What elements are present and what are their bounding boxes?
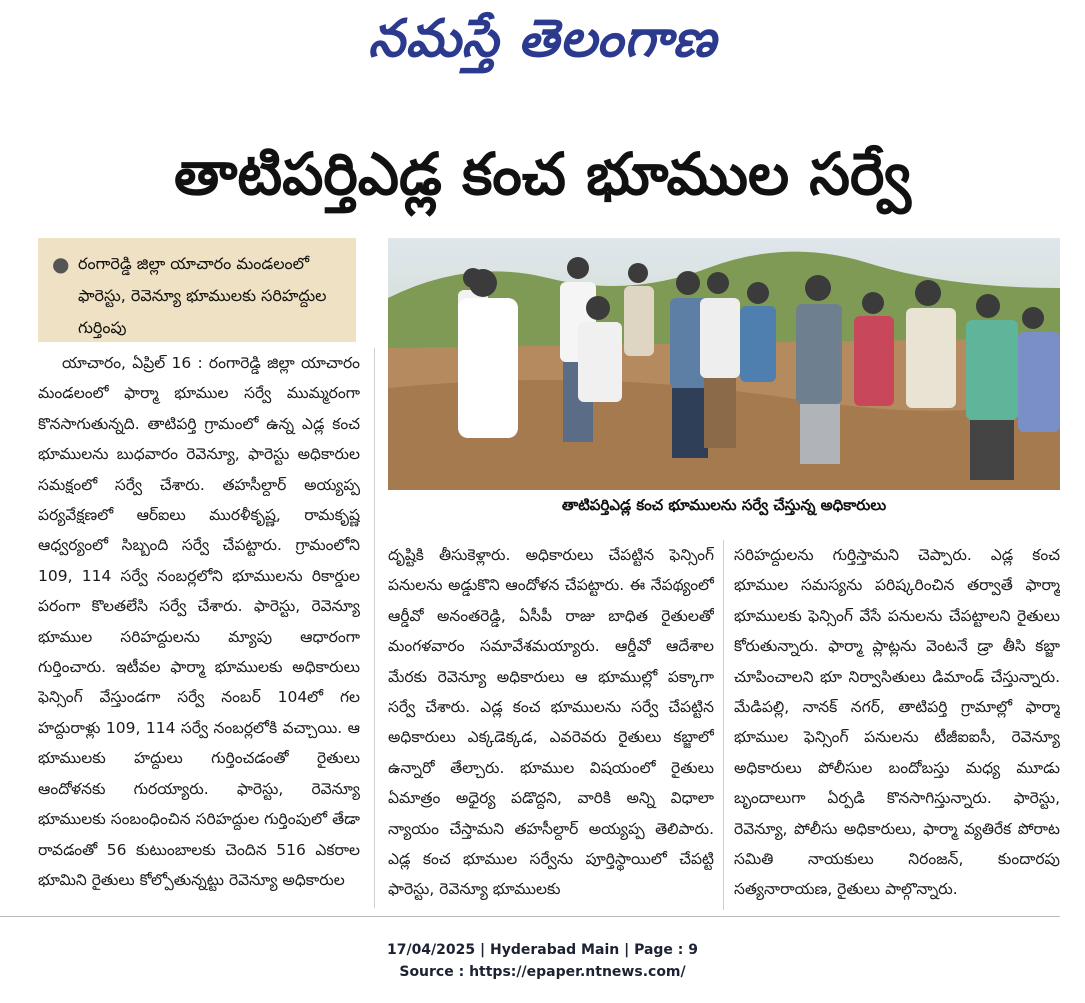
photo-caption: తాటిపర్తిఎడ్ల కంచ భూములను సర్వే చేస్తున్న అధికారులు	[561, 496, 887, 514]
footer-source: Source : https://epaper.ntnews.com/	[399, 964, 686, 980]
article-text-col3: సరిహద్దులను గుర్తిస్తామని చెప్పారు. ఎడ్ల కంచ భూముల సమస్యను పరిష్కరించిన తర్వాతే ఫార్మా భూములకు ఫెన్సింగ్ వేసే పనులను చేపట్టాలని రైతులు కోరుతున్నారు. ఫార్మా ప్లాట్లను వెంటనే డ్రా తీసి కబ్జా చూపించాలని భూ నిర్వాసితులు డిమాండ్ చేస్తున్నారు. మేడిపల్లి, నానక్ నగర్, తాటిపర్తి గ్రామాల్లో ఫార్మా భూముల ఫెన్సింగ్ పనులను టీజీఐఐసీ, రెవెన్యూ అధికారులు పోలీసుల బందోబస్తు మధ్య మూడు బృందాలుగా ఏర్పడి కొనసాగిస్తున్నారు. ఫారెస్టు, రెవెన్యూ, పోలీసు అధికారులు, ఫార్మా వ్యతిరేక పోరాట సమితి నాయకులు నిరంజన్, కుందారపు సత్యనారాయణ, రైతులు పాల్గొన్నారు.	[734, 546, 1060, 899]
article-headline: తాటిపర్తిఎడ్ల కంచ భూముల సర్వే	[174, 140, 911, 208]
summary-box	[38, 238, 356, 342]
column-divider	[374, 348, 375, 908]
article-text-col2: దృష్టికి తీసుకెళ్లారు. అధికారులు చేపట్టిన ఫెన్సింగ్ పనులను అడ్డుకొని ఆందోళన చేపట్టారు. ఈ నేపథ్యంలో ఆర్డీవో అనంతరెడ్డి, ఏసీపీ రాజు బాధిత రైతులతో మంగళవారం సమావేశమయ్యారు. ఆర్డీవో ఆదేశాల మేరకు రెవెన్యూ అధికారులు ఆ భూముల్లో పక్కాగా సర్వే చేశారు. ఎడ్ల కంచ భూములను సర్వే చేపట్టిన అధికారులు ఎక్కడెక్కడ, ఎవరెవరు రైతులు కబ్జాలో ఉన్నారో తేల్చారు. భూముల విషయంలో రైతులు ఏమాత్రం అధైర్య పడొద్దని, వారికి అన్ని విధాలా న్యాయం చేస్తామని తహసీల్దార్ అయ్యప్ప తెలిపారు. ఎడ్ల కంచ భూముల సర్వేను పూర్తిస్థాయిలో చేపట్టి ఫారెస్టు, రెవెన్యూ భూములకు	[388, 546, 714, 899]
summary-text: రంగారెడ్డి జిల్లా యాచారం మండలంలో ఫారెస్టు, రెవెన్యూ భూములకు సరిహద్దుల గుర్తింపు	[78, 254, 327, 337]
article-column-1	[38, 348, 360, 908]
column-divider	[723, 540, 724, 910]
article-text-col1: యాచారం, ఏప్రిల్ 16 : రంగారెడ్డి జిల్లా యాచారం మండలంలో ఫార్మా భూముల సర్వే ముమ్మరంగా కొనసాగుతున్నది. తాటిపర్తి గ్రామంలో ఉన్న ఎడ్ల కంచ భూములను బుధవారం రెవెన్యూ, ఫారెస్టు అధికారుల సమక్షంలో సర్వే చేశారు. తహసీల్దార్ అయ్యప్ప పర్యవేక్షణలో ఆర్ఐలు మురళీకృష్ణ, రామకృష్ణ ఆధ్వర్యంలో సిబ్బంది సర్వే చేపట్టారు. గ్రామంలోని 109, 114 సర్వే నంబర్లలోని భూములను రికార్డుల పరంగా కొలతలేసి సర్వే చేశారు. ఫారెస్టు, రెవెన్యూ భూముల సరిహద్దులను మ్యాపు ఆధారంగా గుర్తించారు. ఇటీవల ఫార్మా భూములకు అధికారులు ఫెన్సింగ్ వేస్తుండగా సర్వే నంబర్ 104లో గల హద్దురాళ్లు 109, 114 సర్వే నంబర్లలోకి వచ్చాయి. ఆ భూములకు హద్దులు గుర్తించడంతో రైతులు ఆందోళనకు గురయ్యారు. ఫారెస్టు, రెవెన్యూ భూములకు సంబంధించిన సరిహద్దుల గుర్తింపులో తేడా రావడంతో 56 కుటుంబాలకు చెందిన 516 ఎకరాల భూమిని రైతులు కోల్పోతున్నట్టు రెవెన్యూ అధికారుల	[38, 354, 360, 889]
footer-date-edition: 17/04/2025 | Hyderabad Main | Page : 9	[386, 942, 699, 958]
footer-divider	[0, 916, 1060, 917]
article-photo	[388, 238, 1060, 490]
photo-illustration	[388, 238, 1060, 490]
article-column-2	[388, 540, 714, 910]
newspaper-masthead: నమస్తే తెలంగాణ	[368, 8, 717, 69]
bullet-icon: ●	[52, 252, 70, 276]
article-column-3	[734, 540, 1060, 910]
